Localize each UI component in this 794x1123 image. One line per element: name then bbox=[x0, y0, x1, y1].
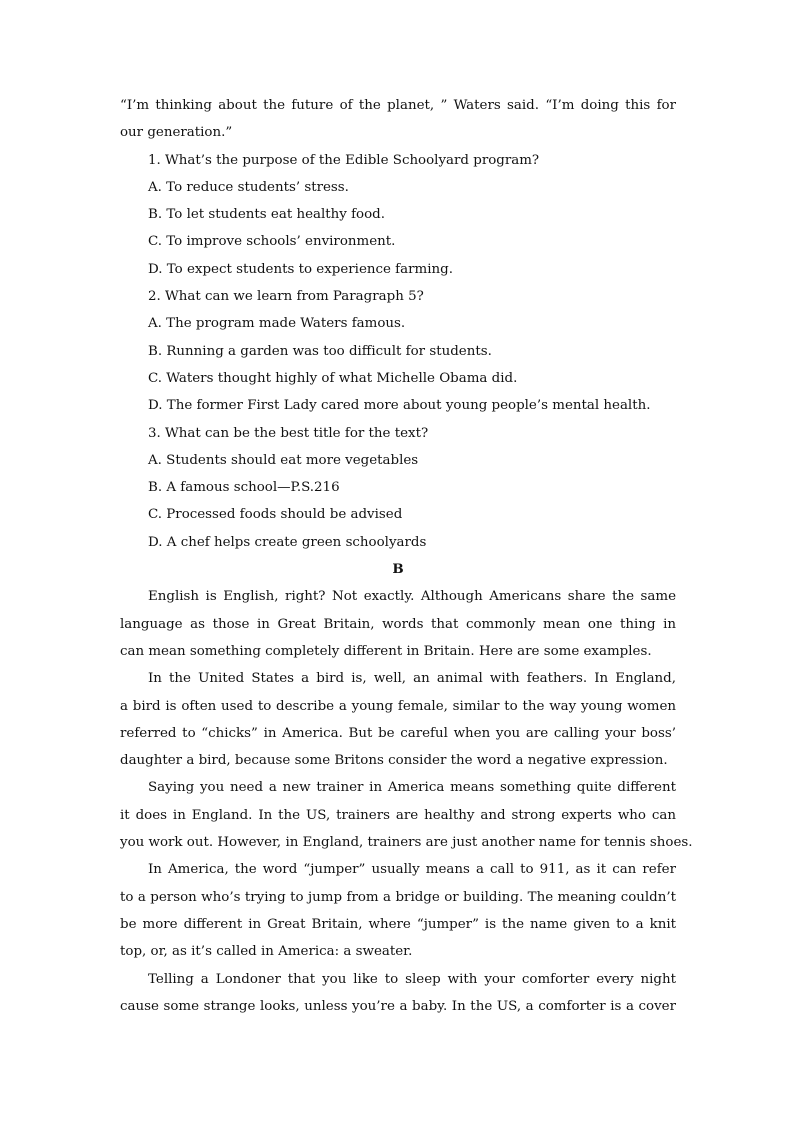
paragraph-line: In America, the word “jumper” usually means a call to 911, as it can refer bbox=[148, 862, 676, 878]
question-3-option-c: C. Processed foods should be advised bbox=[148, 507, 403, 523]
paragraph-line: language as those in Great Britain, words that commonly mean one thing in bbox=[120, 616, 676, 632]
section-heading: B bbox=[392, 561, 404, 578]
question-1: 1. What’s the purpose of the Edible Schoolyard program? bbox=[148, 152, 540, 168]
paragraph-line: you work out. However, in England, trainers are just another name for tennis shoes. bbox=[120, 835, 693, 851]
paragraph-line: a bird is often used to describe a young female, similar to the way young women bbox=[120, 698, 676, 714]
question-3: 3. What can be the best title for the text? bbox=[148, 425, 429, 441]
question-3-option-b: B. A famous school—P.S.216 bbox=[148, 480, 340, 496]
question-1-option-c: C. To improve schools’ environment. bbox=[148, 234, 396, 250]
paragraph-line: daughter a bird, because some Britons consider the word a negative expression. bbox=[120, 753, 668, 769]
document-page bbox=[120, 92, 693, 1020]
question-2-option-b: B. Running a garden was too difficult for students. bbox=[148, 343, 492, 359]
paragraph-line: our generation.” bbox=[120, 125, 233, 141]
paragraph-line: Saying you need a new trainer in America means something quite different bbox=[148, 780, 676, 796]
paragraph-line: to a person who’s trying to jump from a bridge or building. The meaning couldn’t bbox=[120, 889, 676, 905]
question-1-option-a: A. To reduce students’ stress. bbox=[148, 179, 349, 195]
paragraph-line: cause some strange looks, unless you’re a baby. In the US, a comforter is a cover bbox=[120, 998, 676, 1014]
question-3-option-d: D. A chef helps create green schoolyards bbox=[148, 534, 427, 550]
paragraph-line: be more different in Great Britain, where “jumper” is the name given to a knit bbox=[120, 916, 676, 932]
paragraph-line: “I’m thinking about the future of the planet, ” Waters said. “I’m doing this for bbox=[120, 98, 676, 113]
paragraph-line: referred to “chicks” in America. But be careful when you are calling your boss’ bbox=[120, 725, 676, 741]
paragraph-line: can mean something completely different in Britain. Here are some examples. bbox=[120, 643, 652, 659]
paragraph-line: English is English, right? Not exactly. Although Americans share the same bbox=[148, 589, 676, 605]
question-2-option-d: D. The former First Lady cared more about young people’s mental health. bbox=[148, 398, 651, 414]
paragraph-line: In the United States a bird is, well, an animal with feathers. In England, bbox=[148, 671, 676, 687]
question-1-option-b: B. To let students eat healthy food. bbox=[148, 207, 386, 223]
question-2-option-c: C. Waters thought highly of what Michelle Obama did. bbox=[148, 370, 518, 386]
question-1-option-d: D. To expect students to experience farming. bbox=[148, 261, 453, 277]
question-2-option-a: A. The program made Waters famous. bbox=[148, 316, 406, 332]
question-2: 2. What can we learn from Paragraph 5? bbox=[148, 289, 424, 305]
question-3-option-a: A. Students should eat more vegetables bbox=[148, 452, 419, 468]
paragraph-line: top, or, as it’s called in America: a sweater. bbox=[120, 944, 413, 960]
paragraph-line: it does in England. In the US, trainers are healthy and strong experts who can bbox=[120, 807, 676, 823]
paragraph-line: Telling a Londoner that you like to sleep with your comforter every night bbox=[148, 971, 676, 987]
